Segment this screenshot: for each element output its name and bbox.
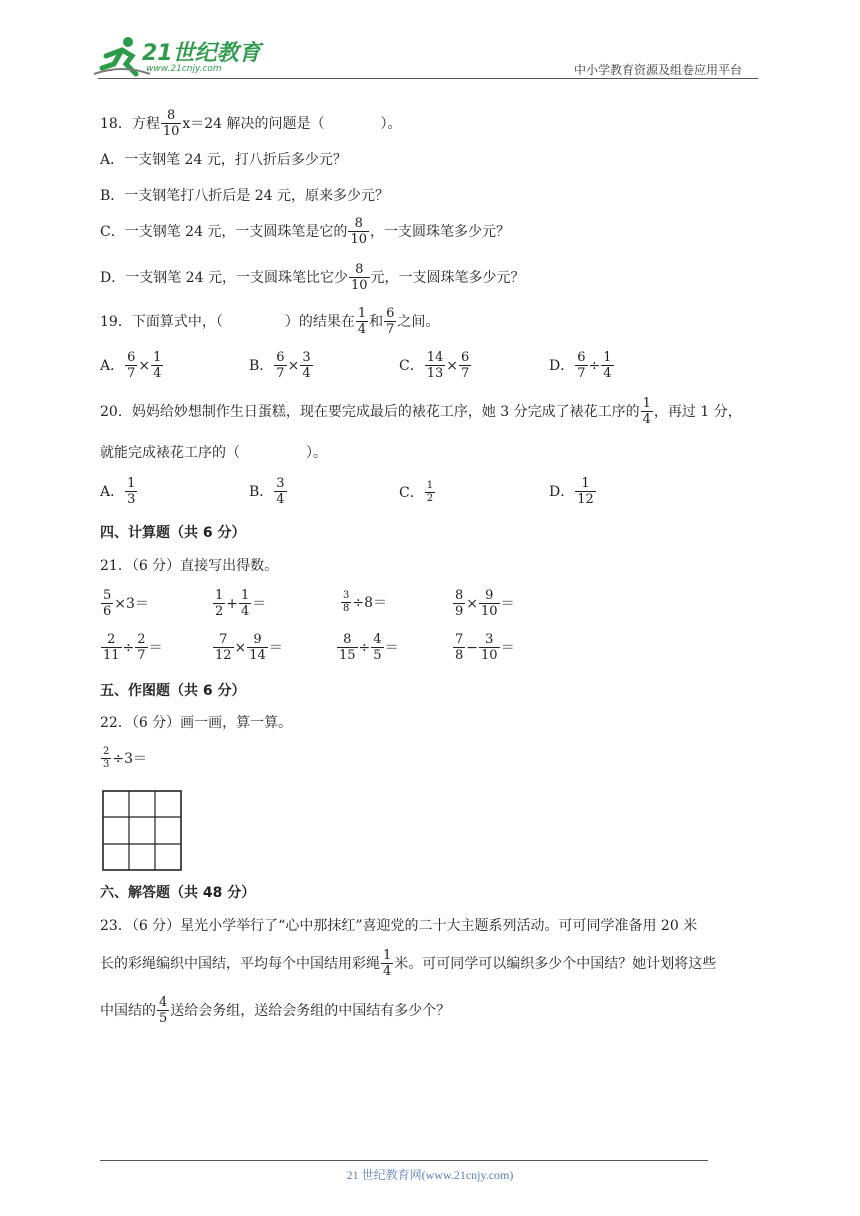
q18-c-fraction: $\frac{8}{10}$ [350, 216, 367, 247]
calc-fraction: $\frac{7}{8}$ [455, 632, 464, 663]
calc-fraction: $\frac{8}{9}$ [455, 588, 464, 619]
q19-option-d [549, 350, 615, 381]
option-fraction: $\frac{6}{7}$ [276, 350, 285, 381]
q21-item-5 [100, 632, 163, 663]
header-logo [92, 34, 262, 80]
calc-operator: ×3＝ [114, 595, 149, 612]
q23-fraction-a: $\frac{1}{4}$ [383, 948, 392, 979]
option-label: C． [399, 484, 424, 501]
q20-line1-pre: 20．妈妈给妙想制作生日蛋糕，现在要完成最后的裱花工序，她 3 分完成了裱花工序的 [100, 403, 640, 420]
option-fraction: $\frac{6}{7}$ [461, 350, 470, 381]
q22-expression [100, 746, 147, 771]
q19-option-b [249, 350, 314, 381]
q19-mid: ）的结果在 [284, 313, 355, 330]
calc-fraction: $\frac{8}{15}$ [339, 632, 356, 663]
q18-stem [100, 108, 402, 139]
q23-fraction-b: $\frac{4}{5}$ [159, 995, 168, 1026]
option-fraction: $\frac{6}{7}$ [127, 350, 136, 381]
q21-item-7 [336, 632, 399, 663]
q18-d-post: 元，一支圆珠笔多少元？ [370, 269, 525, 286]
q20-stem-line2 [100, 443, 327, 463]
calc-fraction: $\frac{3}{10}$ [481, 632, 498, 663]
option-fraction: $\frac{1}{4}$ [153, 350, 162, 381]
option-fraction: $\frac{1}{4}$ [603, 350, 612, 381]
calc-fraction: $\frac{1}{4}$ [241, 588, 250, 619]
q20-line2-post: ）。 [306, 445, 327, 461]
q18-option-a: A．一支钢笔 24 元，打八折后多少元？ [100, 152, 347, 168]
q19-prefix: 19．下面算式中，（ [100, 313, 223, 330]
q21-item-2 [212, 588, 266, 619]
q19-fraction-low: $\frac{1}{4}$ [357, 306, 367, 337]
option-operator: × [287, 357, 300, 374]
calc-fraction: $\frac{1}{2}$ [215, 588, 224, 619]
q18-blank-end: ）。 [380, 115, 402, 132]
q21-title: 21．（6 分）直接写出得数。 [100, 558, 279, 574]
q19-option-a [100, 350, 164, 381]
option-label: A． [100, 483, 125, 500]
calc-operator: + [226, 595, 239, 612]
q18-d-pre: D．一支钢笔 24 元，一支圆珠笔比它少 [100, 269, 348, 286]
q18-d-fraction: $\frac{8}{10}$ [350, 262, 368, 293]
option-operator: ÷ [588, 357, 601, 374]
section-5-heading: 五、作图题（共 6 分） [100, 683, 246, 699]
q20-line1-post: ，再过 1 分， [653, 403, 742, 420]
calc-equals: ＝ [384, 639, 399, 656]
footer-rule [100, 1160, 708, 1161]
q22-title: 22．（6 分）画一画，算一算。 [100, 715, 293, 731]
q21-item-3 [340, 590, 387, 615]
calc-operator: ÷8＝ [352, 594, 388, 611]
section-4-heading: 四、计算题（共 6 分） [100, 525, 246, 541]
q18-eq-rest: x＝24 解决的问题是（ [182, 115, 325, 132]
option-operator: × [138, 357, 151, 374]
q18-prefix: 18．方程 [100, 115, 160, 132]
calc-fraction: $\frac{9}{10}$ [481, 588, 498, 619]
q18-eq-fraction: $\frac{8}{10}$ [162, 108, 180, 139]
q23-line2-post: 米。可可同学可以编织多少个中国结？她计划将这些 [394, 955, 717, 972]
option-label: B． [249, 357, 274, 374]
calc-equals: ＝ [252, 595, 267, 612]
q18-option-b: B．一支钢笔打八折后是 24 元，原来多少元？ [100, 188, 390, 204]
option-fraction: $\frac{3}{4}$ [302, 350, 311, 381]
option-fraction: $\frac{6}{7}$ [577, 350, 586, 381]
q20-option-a [100, 476, 138, 507]
calc-operator: ÷ [122, 639, 135, 656]
option-label: D． [549, 483, 575, 500]
q23-line2 [100, 948, 716, 979]
q18-option-c [100, 216, 510, 247]
calc-fraction: $\frac{7}{12}$ [215, 632, 232, 663]
q20-option-c [399, 480, 436, 505]
calc-fraction: $\frac{3}{8}$ [343, 590, 350, 614]
q20-line2-pre: 就能完成裱花工序的（ [100, 445, 240, 461]
option-label: B． [249, 483, 274, 500]
calc-fraction: $\frac{5}{6}$ [103, 588, 112, 619]
q19-end: 之间。 [397, 313, 440, 330]
option-fraction: $\frac{3}{4}$ [276, 476, 285, 507]
q18-c-pre: C．一支钢笔 24 元，一支圆珠笔是它的 [100, 223, 348, 240]
q19-option-c [399, 350, 472, 381]
q23-line3 [100, 995, 450, 1026]
q23-line1: 23．（6 分）星光小学举行了“心中那抹红”喜迎党的二十大主题系列活动。可可同学准备用 20 米 [100, 918, 698, 934]
calc-operator: − [466, 639, 479, 656]
q21-item-4 [452, 588, 515, 619]
option-fraction: $\frac{1}{2}$ [426, 480, 434, 504]
q20-stem-line1 [100, 396, 742, 427]
q20-fraction: $\frac{1}{4}$ [642, 396, 651, 427]
q23-line3-post: 送给会务组，送给会务组的中国结有多少个？ [170, 1002, 451, 1019]
option-label: C． [399, 357, 424, 374]
calc-equals: ＝ [500, 595, 515, 612]
footer-link[interactable]: 21 世纪教育网(www.21cnjy.com) [346, 1168, 514, 1182]
calc-fraction: $\frac{9}{14}$ [249, 632, 266, 663]
header-platform-text: 中小学教育资源及组卷应用平台 [574, 63, 743, 77]
q19-fraction-high: $\frac{6}{7}$ [386, 306, 395, 337]
calc-equals: ＝ [268, 639, 283, 656]
q23-line3-pre: 中国结的 [100, 1002, 156, 1019]
calc-equals: ＝ [500, 639, 515, 656]
q19-and: 和 [369, 313, 384, 330]
calc-operator: × [234, 639, 247, 656]
q22-fraction: $\frac{2}{3}$ [103, 746, 110, 770]
grid-border [103, 791, 181, 870]
q21-item-6 [212, 632, 283, 663]
q19-stem [100, 306, 439, 337]
option-label: D． [549, 357, 575, 374]
option-label: A． [100, 357, 125, 374]
q21-item-1 [100, 588, 149, 619]
q18-option-d [100, 262, 525, 293]
header-rule [98, 78, 758, 79]
logo-url: www.21cnjy.com [146, 64, 222, 74]
option-operator: × [446, 357, 458, 374]
calc-fraction: $\frac{2}{7}$ [137, 632, 146, 663]
calc-operator: × [466, 595, 479, 612]
calc-operator: ÷ [358, 639, 371, 656]
calc-equals: ＝ [148, 639, 163, 656]
q21-item-8 [452, 632, 515, 663]
q18-c-post: ，一支圆珠笔多少元？ [369, 223, 510, 240]
section-6-heading: 六、解答题（共 48 分） [100, 885, 256, 901]
option-fraction: $\frac{1}{12}$ [577, 476, 594, 507]
q22-operator: ÷3＝ [112, 750, 148, 767]
option-fraction: $\frac{1}{3}$ [127, 476, 136, 507]
q20-option-b [249, 476, 288, 507]
logo-text: 21世纪教育 [142, 41, 261, 66]
calc-fraction: $\frac{2}{11}$ [103, 632, 120, 663]
q23-line2-pre: 长的彩绳编织中国结，平均每个中国结用彩绳 [100, 955, 380, 972]
option-fraction: $\frac{14}{13}$ [426, 350, 444, 381]
q22-drawing-grid[interactable] [102, 790, 182, 871]
calc-fraction: $\frac{4}{5}$ [373, 632, 382, 663]
q20-option-d [549, 476, 597, 507]
